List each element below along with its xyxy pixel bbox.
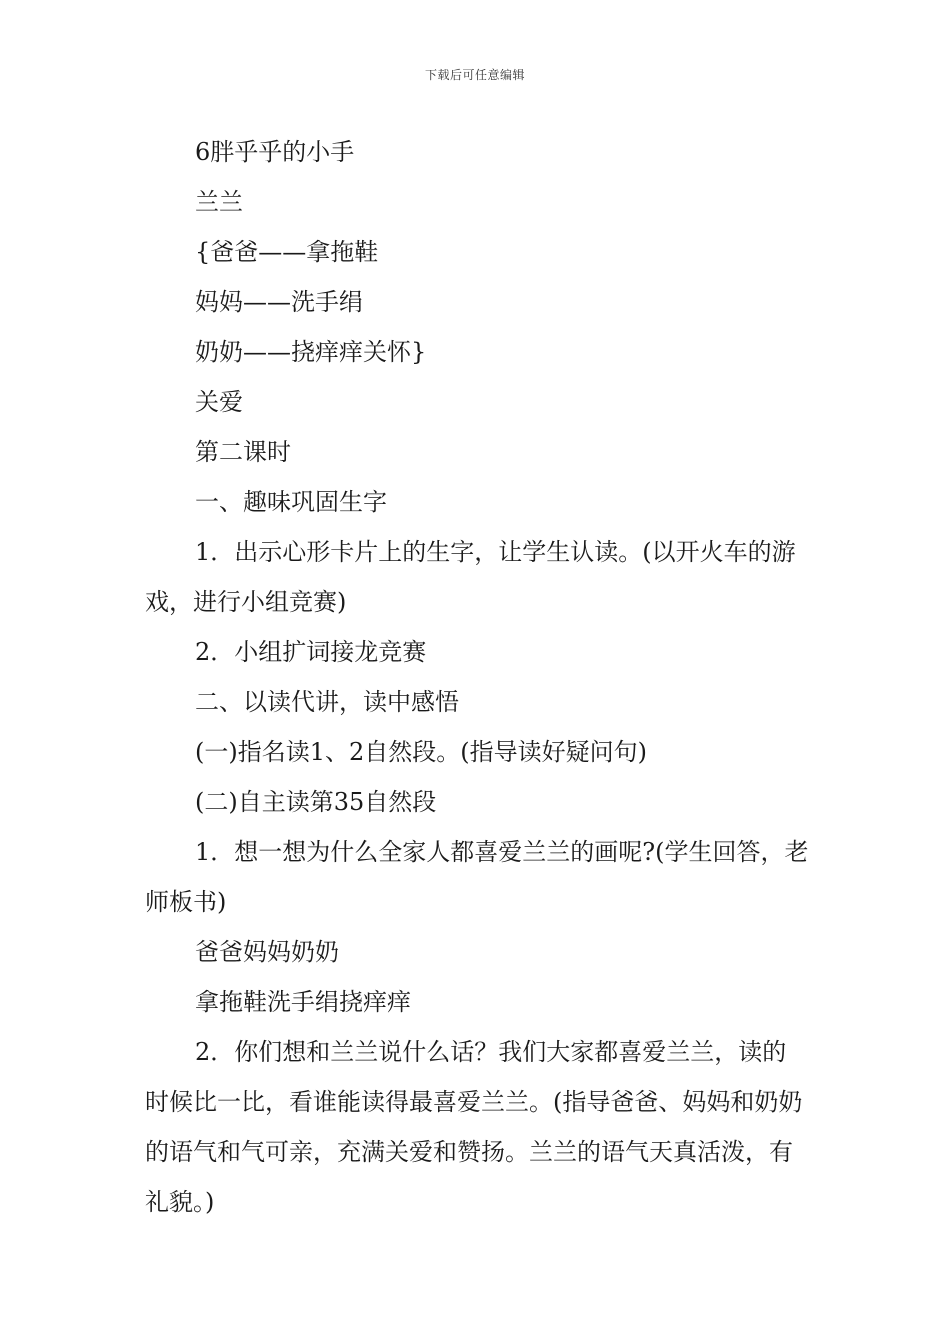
paragraph-question-2: 2．你们想和兰兰说什么话？我们大家都喜爱兰兰，读的时候比一比，看谁能读得最喜爱兰兰。(指导爸爸、妈妈和奶奶的语气和气可亲，充满关爱和赞扬。兰兰的语气天真活泼，有礼貌。) (145, 1038, 803, 1216)
lesson-title: 6胖乎乎的小手 (195, 138, 355, 166)
board-line-family: 爸爸妈妈奶奶 (195, 938, 339, 966)
board-line-lanlan: 兰兰 (195, 188, 243, 216)
page-header-note: 下载后可任意编辑 (424, 68, 525, 82)
paragraph-question-1: 1．想一想为什么全家人都喜爱兰兰的画呢?(学生回答，老师板书) (145, 838, 809, 916)
section-heading-reading: 二、以读代讲，读中感悟 (195, 688, 459, 716)
list-item-step-2: 2．小组扩词接龙竞赛 (195, 638, 427, 666)
board-line-father: {爸爸——拿拖鞋 (195, 238, 379, 266)
board-line-actions: 拿拖鞋洗手绢挠痒痒 (195, 988, 411, 1016)
paragraph-step-1: 1．出示心形卡片上的生字，让学生认读。(以开火车的游戏，进行小组竞赛) (145, 538, 796, 616)
document-body (145, 127, 810, 1227)
section-heading-second-lesson: 第二课时 (195, 438, 291, 466)
board-line-care: 关爱 (195, 388, 243, 416)
list-item-part-1: (一)指名读1、2自然段。(指导读好疑问句) (195, 738, 647, 766)
list-item-part-2: (二)自主读第35自然段 (195, 788, 437, 816)
section-heading-review: 一、趣味巩固生字 (195, 488, 387, 516)
board-line-grandma: 奶奶——挠痒痒关怀} (195, 338, 427, 366)
board-line-mother: 妈妈——洗手绢 (195, 288, 363, 316)
